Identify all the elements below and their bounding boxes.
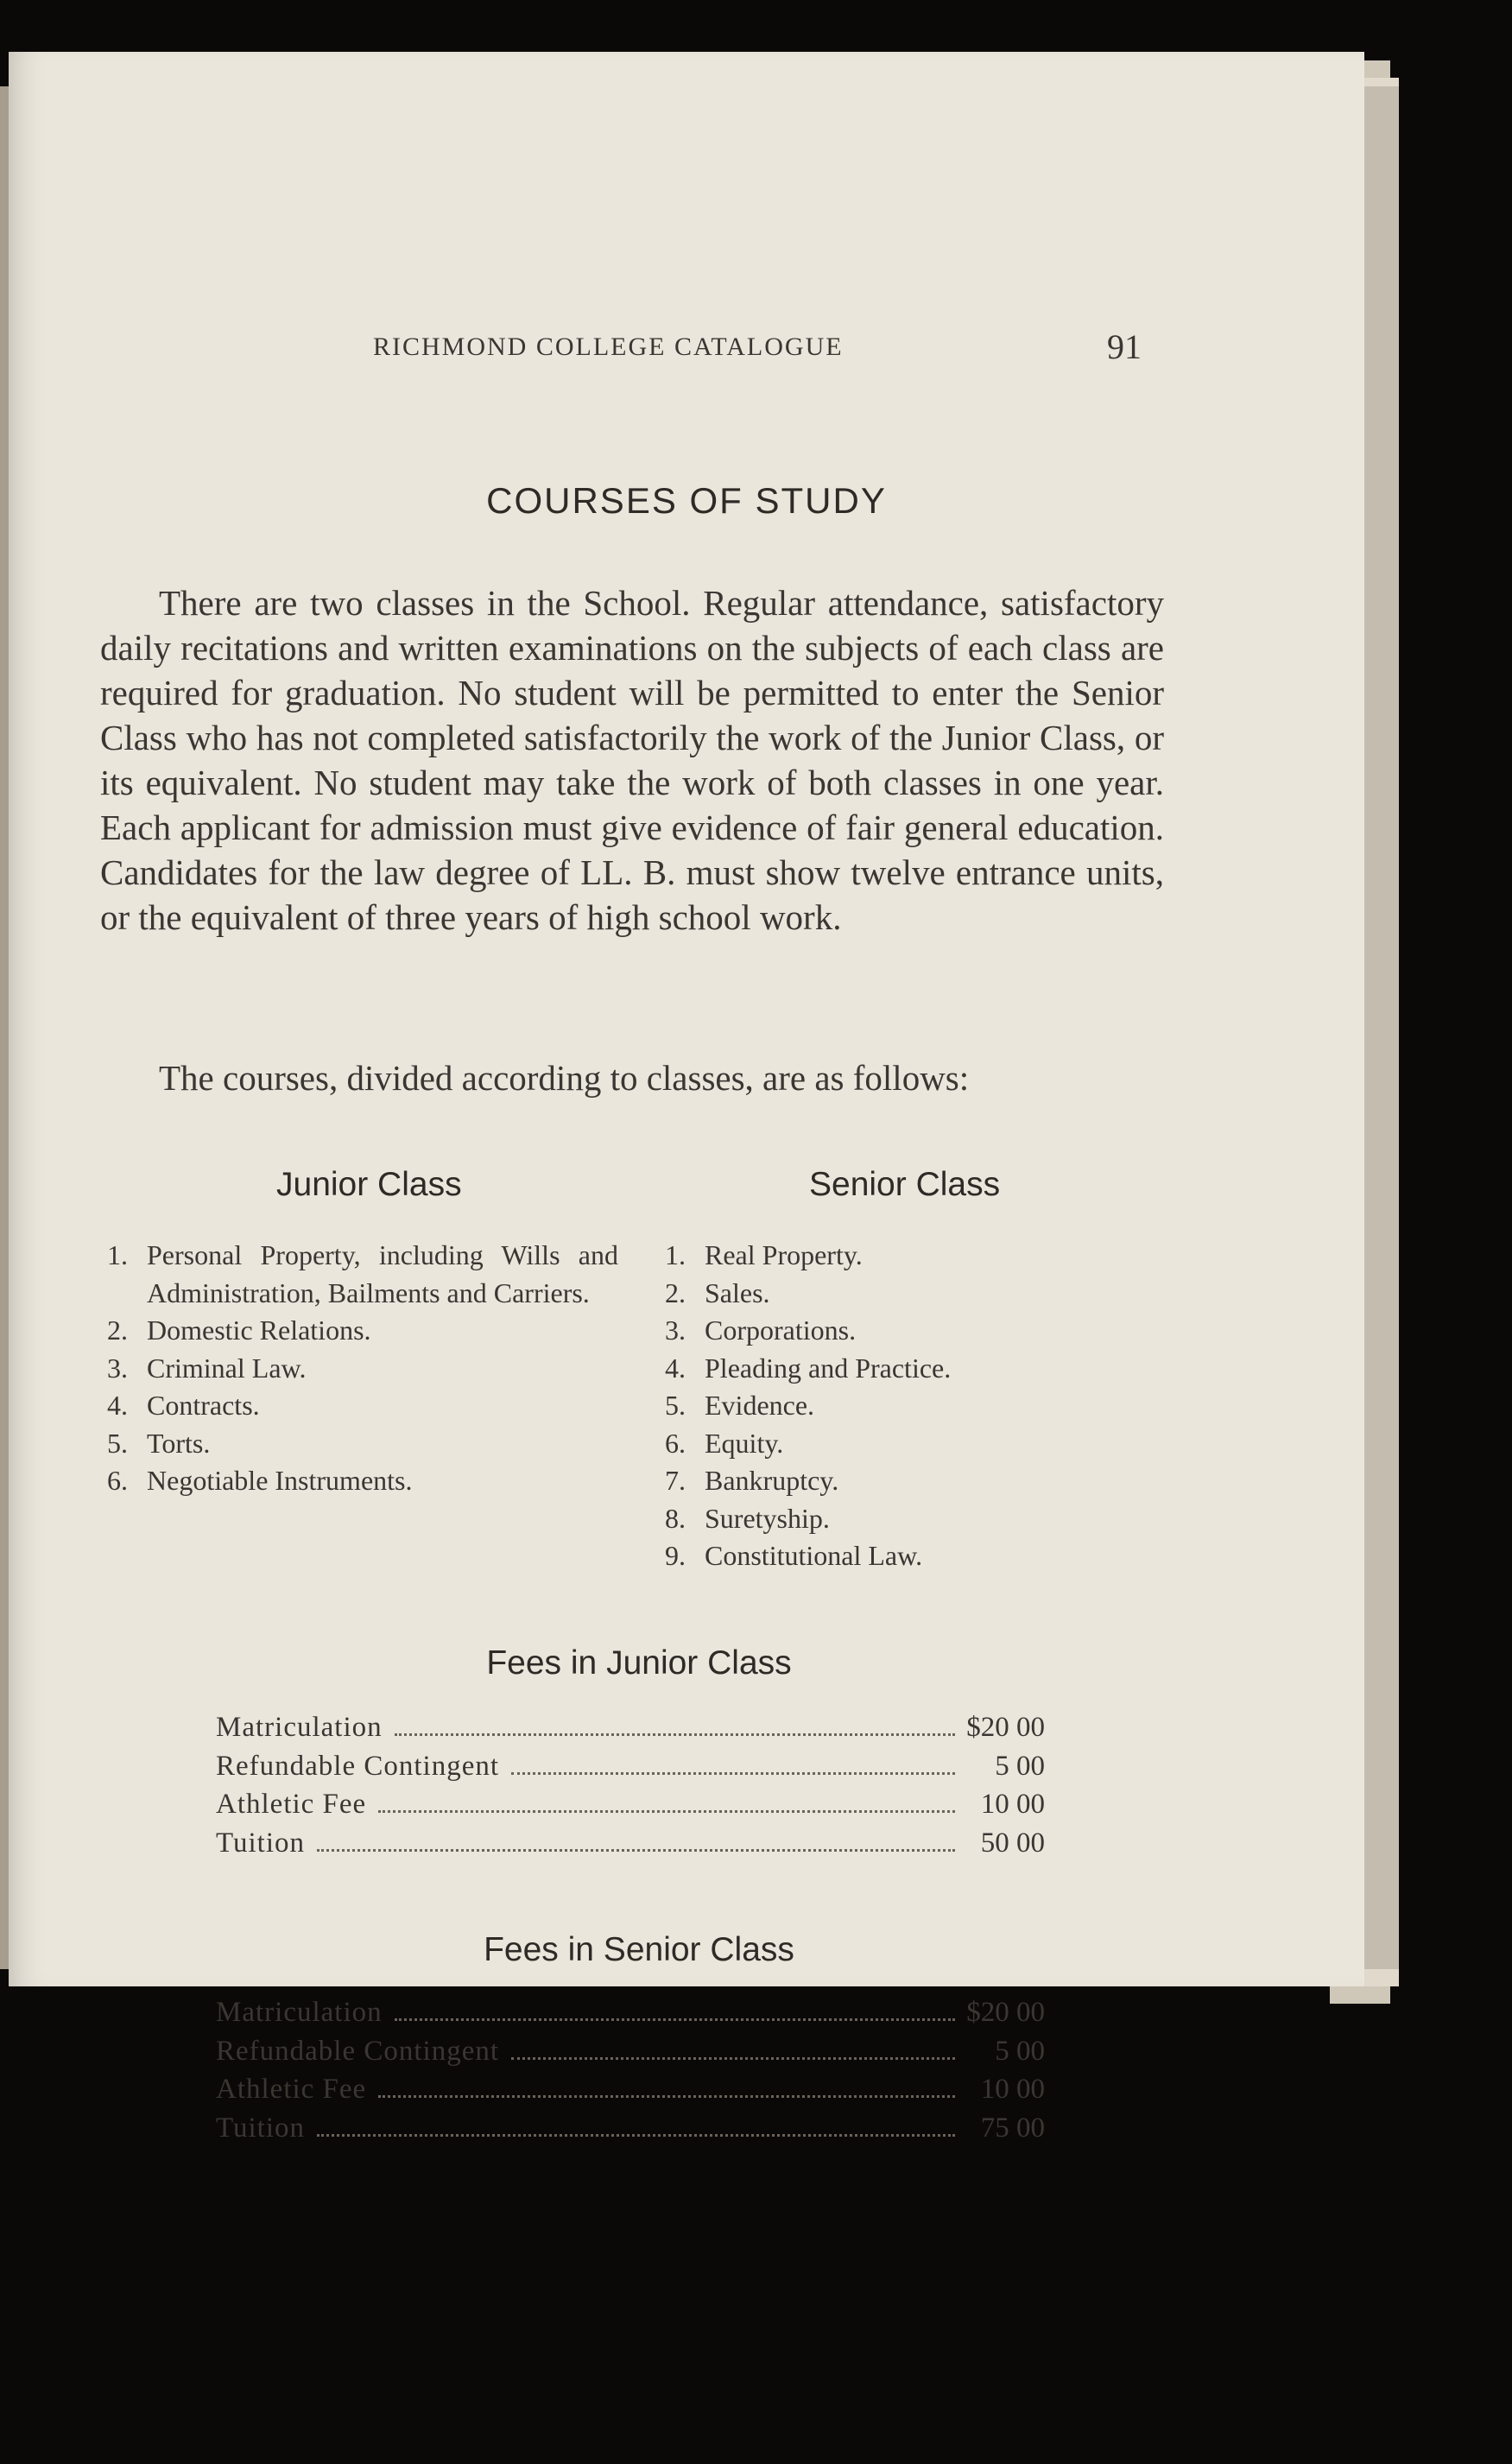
list-item (107, 1312, 625, 1350)
page-title: COURSES OF STUDY (486, 480, 887, 522)
course-name: Negotiable Instruments. (147, 1465, 413, 1496)
course-name: Domestic Relations. (147, 1314, 371, 1346)
catalogue-page (9, 52, 1364, 2144)
course-name: Contracts. (147, 1390, 260, 1421)
list-item (665, 1275, 1062, 1313)
fee-label: Matriculation (216, 1712, 383, 1743)
senior-fees-heading: Fees in Senior Class (484, 1931, 794, 1968)
list-item (665, 1425, 1062, 1463)
junior-fees-table (216, 1708, 1045, 1862)
course-name: Corporations. (705, 1314, 857, 1346)
item-number: 4. (665, 1352, 686, 1384)
table-row (216, 1785, 1045, 1824)
fee-amount: $20 00 (966, 1997, 1045, 2028)
list-item (665, 1350, 1062, 1388)
course-name: Personal Property, including Wills and Administration, Bailments and Carriers. (147, 1239, 618, 1308)
courses-intro-paragraph: The courses, divided according to classes, are as follows: (159, 1058, 970, 1098)
item-number: 2. (665, 1276, 686, 1308)
fee-amount: $20 00 (966, 1712, 1045, 1743)
table-row (216, 2109, 1045, 2148)
item-number: 7. (665, 1465, 686, 1496)
list-item (665, 1462, 1062, 1500)
fee-amount: 10 00 (980, 1789, 1045, 1820)
course-name: Bankruptcy. (705, 1465, 839, 1496)
fee-label: Refundable Contingent (216, 2035, 500, 2067)
item-number: 1. (107, 1239, 128, 1270)
fee-label: Athletic Fee (216, 1789, 367, 1820)
table-row (216, 1824, 1045, 1863)
table-row (216, 1747, 1045, 1786)
course-name: Evidence. (705, 1390, 815, 1421)
course-name: Criminal Law. (147, 1352, 307, 1384)
dot-leader (511, 1772, 955, 1775)
dot-leader (378, 1810, 955, 1813)
table-row (216, 1993, 1045, 2032)
fee-amount: 5 00 (995, 2035, 1045, 2067)
table-row (216, 2032, 1045, 2071)
dot-leader (317, 2134, 955, 2137)
page-stack-edge (1364, 86, 1399, 1969)
table-row (216, 2070, 1045, 2109)
item-number: 6. (107, 1465, 128, 1496)
item-number: 6. (665, 1427, 686, 1459)
fee-amount: 75 00 (980, 2112, 1045, 2144)
course-name: Pleading and Practice. (705, 1352, 952, 1384)
course-name: Sales. (705, 1276, 770, 1308)
fee-label: Refundable Contingent (216, 1750, 500, 1782)
course-name: Suretyship. (705, 1502, 830, 1534)
item-number: 9. (665, 1540, 686, 1571)
dot-leader (395, 2018, 955, 2021)
intro-paragraph: There are two classes in the School. Regular attendance, satisfactory daily recitations and written examinations on the subjects of each class are required for graduation. No student will be permitted to enter the Senior Class who has not completed satisfactorily the work of the Junior Class, or its equivalent. No student may take the work of both classes in one year. Each applicant for admission must give evidence of fair general education. Candidates for the law degree of LL. B. must show twelve entrance units, or the equivalent of three years of high school work. (100, 583, 1164, 937)
fee-label: Tuition (216, 2112, 306, 2144)
dot-leader (317, 1849, 955, 1852)
page-number: 91 (1107, 327, 1142, 366)
senior-class-heading: Senior Class (809, 1166, 1001, 1203)
dot-leader (511, 2057, 955, 2060)
table-row (216, 1708, 1045, 1747)
list-item (107, 1462, 625, 1500)
junior-fees-heading: Fees in Junior Class (486, 1644, 792, 1682)
junior-course-list (107, 1237, 625, 1500)
item-number: 1. (665, 1239, 686, 1270)
fee-label: Tuition (216, 1827, 306, 1859)
item-number: 8. (665, 1502, 686, 1534)
list-item (107, 1237, 625, 1312)
list-item (665, 1237, 1062, 1275)
course-name: Real Property. (705, 1239, 863, 1270)
item-number: 4. (107, 1390, 128, 1421)
item-number: 2. (107, 1314, 128, 1346)
item-number: 5. (107, 1427, 128, 1459)
list-item (107, 1350, 625, 1388)
senior-course-list (665, 1237, 1062, 1575)
item-number: 3. (665, 1314, 686, 1346)
fee-label: Matriculation (216, 1997, 383, 2028)
list-item (107, 1425, 625, 1463)
list-item (107, 1387, 625, 1425)
list-item (665, 1537, 1062, 1575)
senior-fees-table (216, 1993, 1045, 2147)
item-number: 3. (107, 1352, 128, 1384)
fee-amount: 10 00 (980, 2074, 1045, 2105)
course-name: Torts. (147, 1427, 211, 1459)
list-item (665, 1312, 1062, 1350)
dot-leader (395, 1733, 955, 1736)
list-item (665, 1387, 1062, 1425)
course-name: Equity. (705, 1427, 784, 1459)
fee-label: Athletic Fee (216, 2074, 367, 2105)
junior-class-heading: Junior Class (276, 1166, 462, 1203)
running-head: RICHMOND COLLEGE CATALOGUE (373, 333, 844, 361)
item-number: 5. (665, 1390, 686, 1421)
list-item (665, 1500, 1062, 1538)
course-name: Constitutional Law. (705, 1540, 923, 1571)
fee-amount: 50 00 (980, 1827, 1045, 1859)
dot-leader (378, 2095, 955, 2098)
fee-amount: 5 00 (995, 1750, 1045, 1782)
